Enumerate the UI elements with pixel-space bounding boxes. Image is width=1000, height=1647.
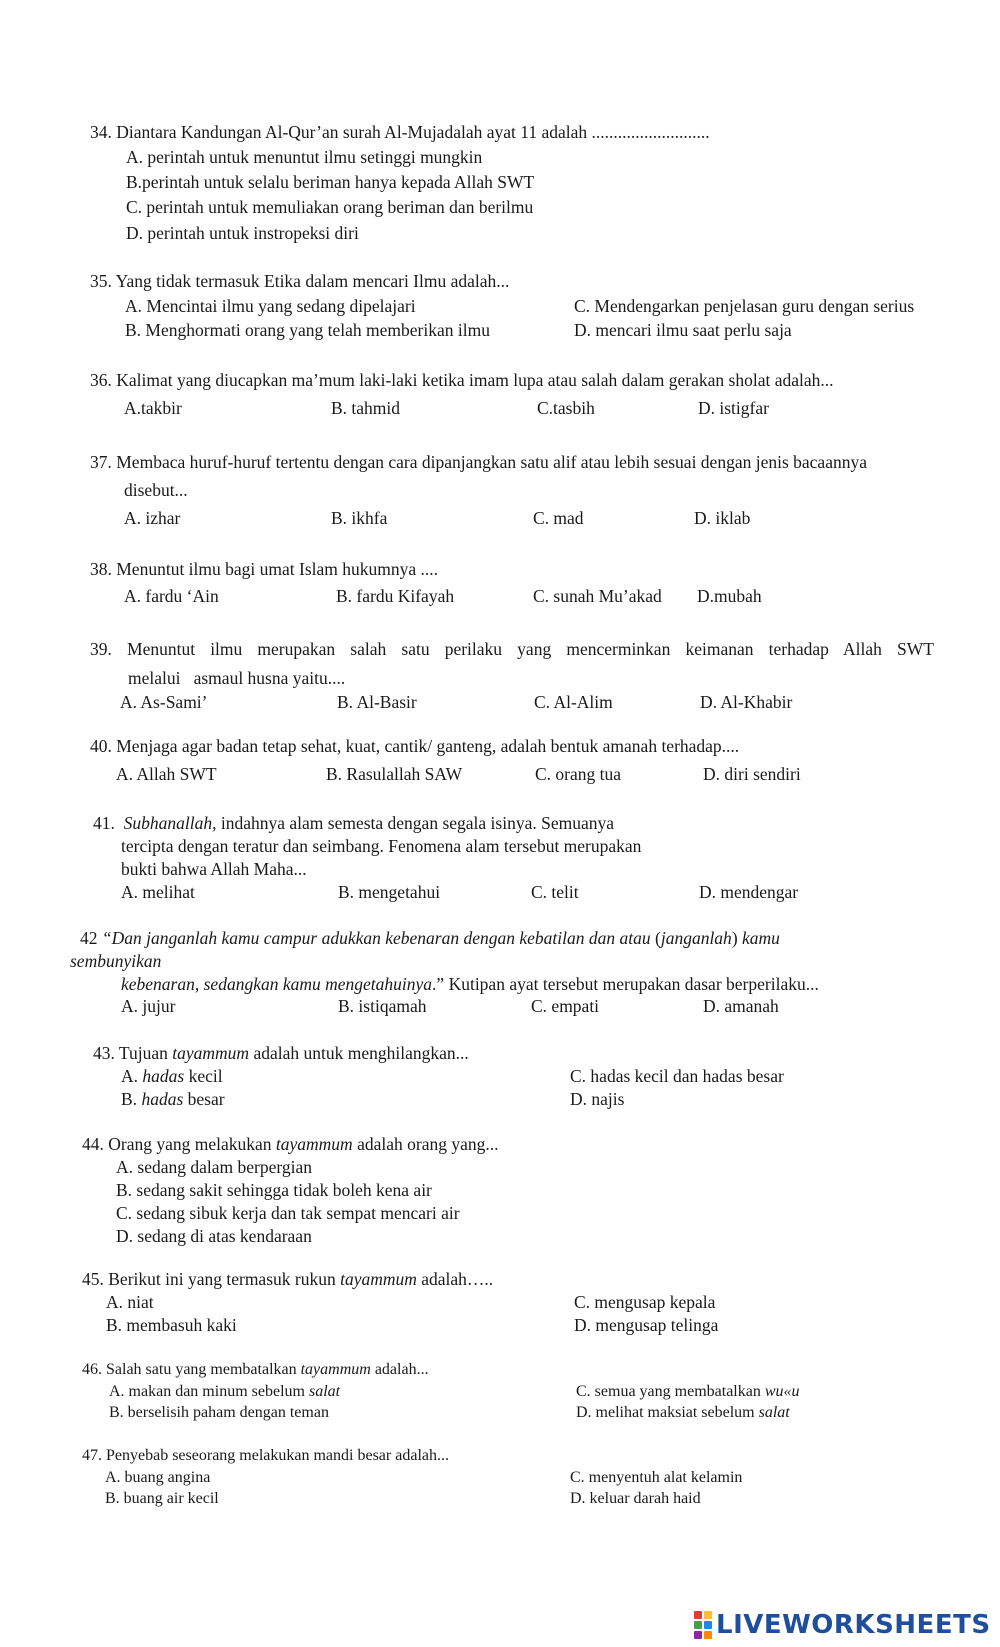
q39-option-a: A. As-Sami’ xyxy=(120,692,208,712)
q42-option-a: A. jujur xyxy=(121,996,176,1016)
q38-option-c: C. sunah Mu’akad xyxy=(533,586,662,606)
logo-block xyxy=(694,1631,702,1639)
logo-text: LIVEWORKSHEETS xyxy=(716,1610,991,1640)
q43-option-c: C. hadas kecil dan hadas besar xyxy=(570,1066,784,1086)
q38-option-b: B. fardu Kifayah xyxy=(336,586,455,606)
q35-stem: 35. Yang tidak termasuk Etika dalam mencari Ilmu adalah... xyxy=(90,271,510,291)
q47-option-d: D. keluar darah haid xyxy=(570,1490,701,1507)
q41-stem-line1: 41. Subhanallah, indahnya alam semesta dengan segala isinya. Semuanya xyxy=(93,813,614,833)
logo-block xyxy=(704,1621,712,1629)
q37-stem-line2: disebut... xyxy=(124,480,188,500)
q43-stem: 43. Tujuan tayammum adalah untuk menghilangkan... xyxy=(93,1043,469,1063)
q45-option-b: B. membasuh kaki xyxy=(106,1315,237,1335)
q36-option-c: C.tasbih xyxy=(537,398,595,418)
q42-stem-line1: 42 “Dan janganlah kamu campur adukkan kebenaran dengan kebatilan dan atau (janganlah) kamu xyxy=(80,928,780,948)
q40-option-d: D. diri sendiri xyxy=(703,764,801,784)
q45-option-a: A. niat xyxy=(106,1292,154,1312)
q34-option-d: D. perintah untuk instropeksi diri xyxy=(126,223,359,243)
q37-option-a: A. izhar xyxy=(124,508,181,528)
q47-option-c: C. menyentuh alat kelamin xyxy=(570,1469,743,1486)
q47-option-a: A. buang angina xyxy=(105,1469,211,1486)
q36-stem: 36. Kalimat yang diucapkan ma’mum laki-laki ketika imam lupa atau salah dalam gerakan sholat adalah... xyxy=(90,370,834,390)
q43-option-b: B. hadas besar xyxy=(121,1089,225,1109)
q46-option-b: B. berselisih paham dengan teman xyxy=(109,1404,329,1421)
q44-stem: 44. Orang yang melakukan tayammum adalah orang yang... xyxy=(82,1134,499,1154)
q44-option-d: D. sedang di atas kendaraan xyxy=(116,1226,312,1246)
q35-option-d: D. mencari ilmu saat perlu saja xyxy=(574,320,792,340)
q42-stem-line3: kebenaran, sedangkan kamu mengetahuinya.” Kutipan ayat tersebut merupakan dasar berperilaku... xyxy=(121,974,819,994)
q34-option-b: B.perintah untuk selalu beriman hanya kepada Allah SWT xyxy=(126,172,535,192)
q37-option-b: B. ikhfa xyxy=(331,508,388,528)
q39-stem-line1: 39. Menuntut ilmu merupakan salah satu perilaku yang mencerminkan keimanan terhadap Allah SWT xyxy=(90,639,934,659)
q42-stem-line2: sembunyikan xyxy=(70,951,162,971)
q36-option-d: D. istigfar xyxy=(698,398,769,418)
q46-option-a: A. makan dan minum sebelum salat xyxy=(109,1383,341,1400)
q43-option-a: A. hadas kecil xyxy=(121,1066,223,1086)
q35-option-b: B. Menghormati orang yang telah memberikan ilmu xyxy=(125,320,490,340)
q41-option-b: B. mengetahui xyxy=(338,882,441,902)
q45-stem: 45. Berikut ini yang termasuk rukun tayammum adalah….. xyxy=(82,1269,494,1289)
q40-option-c: C. orang tua xyxy=(535,764,622,784)
q41-stem-line2: tercipta dengan teratur dan seimbang. Fenomena alam tersebut merupakan xyxy=(121,836,642,856)
logo-block xyxy=(704,1611,712,1619)
q44-option-c: C. sedang sibuk kerja dan tak sempat mencari air xyxy=(116,1203,460,1223)
q44-option-a: A. sedang dalam berpergian xyxy=(116,1157,312,1177)
q35-option-a: A. Mencintai ilmu yang sedang dipelajari xyxy=(125,296,416,316)
q41-option-d: D. mendengar xyxy=(699,882,799,902)
logo-block xyxy=(704,1631,712,1639)
q34-stem: 34. Diantara Kandungan Al-Qur’an surah Al-Mujadalah ayat 11 adalah ........................... xyxy=(90,122,710,142)
logo-blocks-icon xyxy=(694,1611,712,1639)
logo-block xyxy=(694,1611,702,1619)
liveworksheets-logo[interactable] xyxy=(694,1611,991,1639)
q39-option-b: B. Al-Basir xyxy=(337,692,417,712)
q40-option-a: A. Allah SWT xyxy=(116,764,217,784)
logo-block xyxy=(694,1621,702,1629)
q46-stem: 46. Salah satu yang membatalkan tayammum adalah... xyxy=(82,1361,429,1378)
q42-option-d: D. amanah xyxy=(703,996,779,1016)
q41-stem-line3: bukti bahwa Allah Maha... xyxy=(121,859,307,879)
q34-option-a: A. perintah untuk menuntut ilmu setinggi mungkin xyxy=(126,147,483,167)
q38-option-a: A. fardu ‘Ain xyxy=(124,586,219,606)
q35-option-c: C. Mendengarkan penjelasan guru dengan serius xyxy=(574,296,915,316)
q41-option-c: C. telit xyxy=(531,882,579,902)
q42-option-c: C. empati xyxy=(531,996,600,1016)
q39-option-c: C. Al-Alim xyxy=(534,692,613,712)
q36-option-b: B. tahmid xyxy=(331,398,401,418)
q45-option-d: D. mengusap telinga xyxy=(574,1315,719,1335)
q34-option-c: C. perintah untuk memuliakan orang beriman dan berilmu xyxy=(126,197,534,217)
q43-option-d: D. najis xyxy=(570,1089,625,1109)
q47-option-b: B. buang air kecil xyxy=(105,1490,219,1507)
q46-option-d: D. melihat maksiat sebelum salat xyxy=(576,1404,790,1421)
q40-option-b: B. Rasulallah SAW xyxy=(326,764,463,784)
q44-option-b: B. sedang sakit sehingga tidak boleh kena air xyxy=(116,1180,432,1200)
q38-stem: 38. Menuntut ilmu bagi umat Islam hukumnya .... xyxy=(90,559,439,579)
q37-stem-line1: 37. Membaca huruf-huruf tertentu dengan cara dipanjangkan satu alif atau lebih sesuai dengan jenis bacaannya xyxy=(90,452,867,472)
q45-option-c: C. mengusap kepala xyxy=(574,1292,716,1312)
q38-option-d: D.mubah xyxy=(697,586,762,606)
q39-stem-line2: melalui asmaul husna yaitu.... xyxy=(128,668,346,688)
q47-stem: 47. Penyebab seseorang melakukan mandi besar adalah... xyxy=(82,1447,449,1464)
q37-option-d: D. iklab xyxy=(694,508,751,528)
q41-option-a: A. melihat xyxy=(121,882,195,902)
q40-stem: 40. Menjaga agar badan tetap sehat, kuat, cantik/ ganteng, adalah bentuk amanah terhadap.... xyxy=(90,736,740,756)
q37-option-c: C. mad xyxy=(533,508,584,528)
q42-option-b: B. istiqamah xyxy=(338,996,427,1016)
q46-option-c: C. semua yang membatalkan wu«u xyxy=(576,1383,800,1400)
q39-option-d: D. Al-Khabir xyxy=(700,692,793,712)
q36-option-a: A.takbir xyxy=(124,398,182,418)
